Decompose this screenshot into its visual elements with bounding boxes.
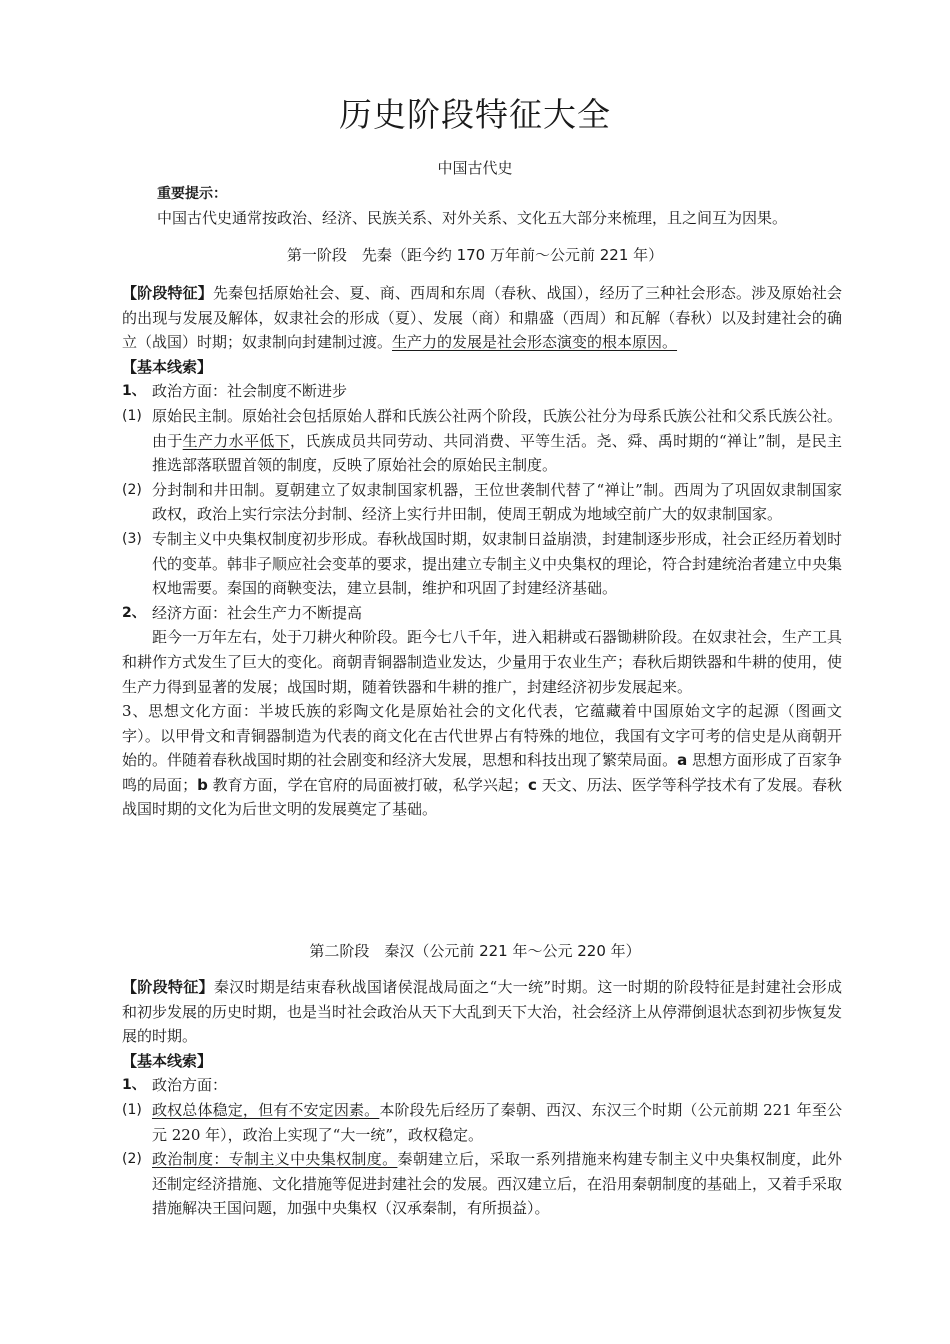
stage2-politics-heading [122,1073,842,1098]
stage1-culture-b-label: b [197,775,208,794]
stage2-clues-label: 【基本线索】 [122,1051,213,1070]
stage2-feature-text: 秦汉时期是结束春秋战国诸侯混战局面之“大一统”时期。这一时期的阶段特征是封建社会形成和初步发展的历史时期，也是当时社会政治从天下大乱到天下大治，社会经济上从停滞倒退状态到初步恢复发展的时期。 [122,978,843,1046]
stage1-point-1-emphasis: 生产力水平低下 [182,431,290,450]
stage2-point-2 [122,1147,842,1221]
stage1-point-3 [122,527,842,601]
stage2-point-2-emphasis: 政治制度：专制主义中央集权制度。 [152,1150,398,1169]
stage2-heading: 第二阶段 秦汉（公元前 221 年～公元 220 年） [309,942,641,960]
stage2-feature-paragraph [122,975,842,1049]
stage1-point-2 [122,478,842,527]
stage2-body [122,975,842,1221]
stage1-point-2-text: 分封制和井田制。夏朝建立了奴隶制国家机器，王位世袭制代替了“禅让”制。西周为了巩固奴隶制国家政权，政治上实行宗法分封制、经济上实行井田制，使周王朝成为地域空前广大的奴隶制国家。 [152,480,842,524]
doc-subtitle: 中国古代史 [437,159,513,177]
stage1-culture-c-label: c [527,775,537,794]
doc-title: 历史阶段特征大全 [339,95,611,134]
stage1-point-1 [122,404,842,478]
stage1-point-3-num: (3) [122,530,142,547]
stage1-culture-c: 天文、历法、医学等科学技术有了发展。春秋战国时期的文化为后世文明的发展奠定了基础。 [122,775,842,819]
stage1-culture-b: 教育方面，学在官府的局面被打破，私学兴起； [207,775,528,794]
stage1-culture-text: 3、思想文化方面：半坡氏族的彩陶文化是原始社会的文化代表，它蕴藏着中国原始文字的起源（图画文字）。以甲骨文和青铜器制造为代表的商文化在古代世界占有特殊的地位，我国有文字可考的信史是从商朝开始的。伴随着春秋战国时期的社会剧变和经济大发展，思想和科技出现了繁荣局面。 [122,702,842,770]
stage1-body [122,281,842,822]
stage1-feature-paragraph [122,281,842,355]
stage2-politics-num: 1、 [122,1077,146,1094]
stage1-culture-paragraph [122,699,842,822]
stage2-feature-label: 【阶段特征】 [122,978,214,996]
stage1-feature-emphasis: 生产力的发展是社会形态演变的根本原因。 [392,333,678,352]
stage1-politics-num: 1、 [122,383,146,400]
stage1-point-2-num: (2) [122,481,142,498]
stage2-point-1-text: 本阶段先后经历了秦朝、西汉、东汉三个时期（公元前期 221 年至公元 220 年），政治上实现了“大一统”，政权稳定。 [152,1100,842,1144]
stage1-economy-text: 距今一万年左右，处于刀耕火种阶段。距今七八千年，进入耜耕或石器锄耕阶段。在奴隶社会，生产工具和耕作方式发生了巨大的变化。商朝青铜器制造业发达，少量用于农业生产；春秋后期铁器和牛耕的使用，使生产力得到显著的发展；战国时期，随着铁器和牛耕的推广，封建经济初步发展起来。 [122,628,843,696]
stage1-culture-a: 思想方面形成了百家争鸣的局面； [122,751,842,794]
stage2-point-2-text: 秦朝建立后，采取一系列措施来构建专制主义中央集权制度，此外还制定经济措施、文化措施等促进封建社会的发展。西汉建立后，在沿用秦朝制度的基础上，又着手采取措施解决王国问题，加强中央集权（汉承秦制，有所损益）。 [152,1150,843,1218]
stage1-point-1-num: (1) [122,407,142,424]
important-notice [157,182,857,230]
notice-text: 中国古代史通常按政治、经济、民族关系、对外关系、文化五大部分来梳理，且之间互为因果。 [157,209,788,227]
stage1-politics-heading [122,379,842,404]
stage1-point-1-text-b: ，氏族成员共同劳动、共同消费、平等生活。尧、舜、禹时期的“禅让”制，是民主推选部落联盟首领的制度，反映了原始社会的原始民主制度。 [152,431,842,475]
stage1-point-3-text: 专制主义中央集权制度初步形成。春秋战国时期，奴隶制日益崩溃，封建制逐步形成，社会正经历着划时代的变革。韩非子顺应社会变革的要求，提出建立专制主义中央集权的理论，符合封建统治者建立中央集权地需要。秦国的商鞅变法，建立县制，维护和巩固了封建经济基础。 [152,529,843,598]
stage1-economy-heading [122,601,842,626]
stage1-point-1-text-a: 原始民主制。原始社会包括原始人群和氏族公社两个阶段，氏族公社分为母系氏族公社和父系氏族公社。由于 [152,406,843,450]
notice-label: 重要提示： [157,186,227,202]
stage2-point-1 [122,1098,842,1147]
stage1-economy-num: 2、 [122,604,146,621]
stage2-point-2-num: (2) [122,1151,142,1168]
stage1-feature-label: 【阶段特征】 [122,284,213,302]
stage1-clues-label: 【基本线索】 [122,357,213,376]
stage2-politics-title: 政治方面： [152,1076,228,1095]
stage2-point-1-emphasis: 政权总体稳定，但有不安定因素。 [152,1100,380,1119]
stage2-point-1-num: (1) [122,1101,142,1118]
stage1-economy-title: 经济方面：社会生产力不断提高 [152,603,363,622]
stage1-heading: 第一阶段 先秦（距今约 170 万年前～公元前 221 年） [286,246,664,264]
stage1-feature-text: 先秦包括原始社会、夏、商、西周和东周（春秋、战国），经历了三种社会形态。涉及原始社会的出现与发展及解体，奴隶社会的形成（夏）、发展（商）和鼎盛（西周）和瓦解（春秋）以及封建社会的确立（战国）时期；奴隶制向封建制过渡。 [122,284,842,352]
stage1-culture-a-label: a [677,751,688,770]
stage1-politics-title: 政治方面：社会制度不断进步 [152,382,348,401]
